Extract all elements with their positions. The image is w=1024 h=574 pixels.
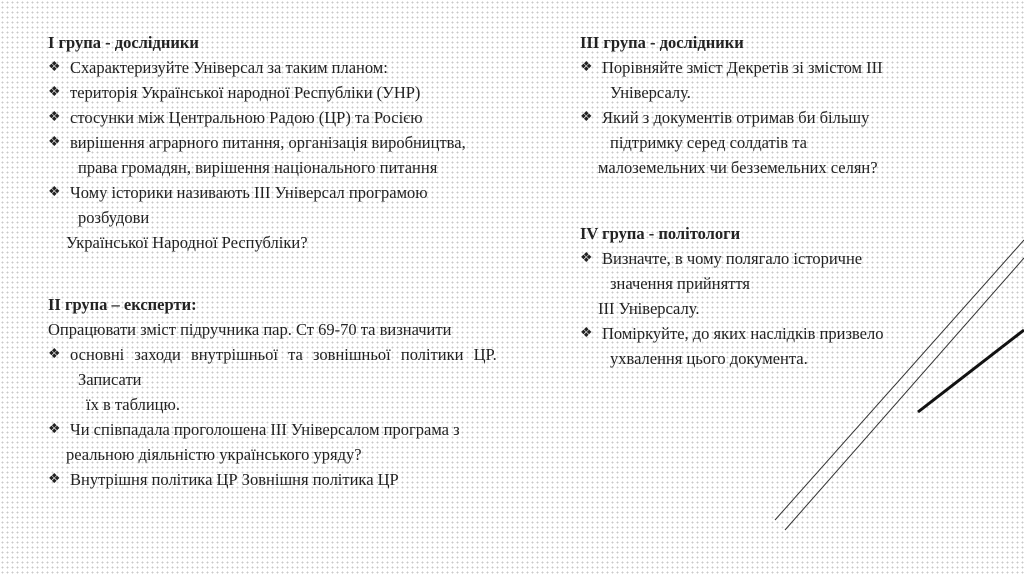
diamond-bullet-icon: ❖ <box>48 347 61 362</box>
group2-bullet-1 <box>48 342 568 367</box>
diamond-bullet-icon: ❖ <box>48 135 61 150</box>
diamond-bullet-icon: ❖ <box>580 251 593 266</box>
group2-bullet-3-text: Внутрішня політика ЦР Зовнішня політика ЦР <box>70 470 399 489</box>
group4-bullet-1-text: Визначте, в чому полягало історичне <box>602 249 863 268</box>
group2-bullet-2 <box>48 417 568 442</box>
group1-bullet-5-cont-2: Української Народної Республіки? <box>66 233 308 252</box>
group4-bullet-2-cont: ухвалення цього документа. <box>610 349 808 368</box>
diamond-bullet-icon: ❖ <box>580 60 593 75</box>
group3-bullet-2 <box>580 105 950 130</box>
group4-bullet-1-cont-2: ІІІ Універсалу. <box>598 299 700 318</box>
group4-bullet-1 <box>580 246 950 271</box>
group4-bullet-1-cont: значення прийняття <box>610 274 750 293</box>
group3-bullet-2-cont: підтримку серед солдатів та <box>610 133 807 152</box>
group1-bullet-2 <box>48 80 568 105</box>
group1-bullet-5-text: Чому історики називають ІІІ Універсал програмою <box>70 183 428 202</box>
group1-bullet-4-text: вирішення аграрного питання, організація виробництва, <box>70 133 466 152</box>
diamond-bullet-icon: ❖ <box>48 185 61 200</box>
group1-bullet-2-text: територія Української народної Республіки (УНР) <box>70 83 421 102</box>
group2-bullet-1-cont: Записати <box>78 370 142 389</box>
diamond-bullet-icon: ❖ <box>580 326 593 341</box>
group4-bullet-2 <box>580 321 950 346</box>
group1-bullet-5 <box>48 180 568 205</box>
group1-bullet-3 <box>48 105 568 130</box>
group2-bullet-3 <box>48 467 568 492</box>
group1-bullet-5-cont: розбудови <box>78 208 150 227</box>
group3-bullet-2-cont-2: малоземельних чи безземельних селян? <box>598 158 878 177</box>
group4-bullet-2-text: Поміркуйте, до яких наслідків призвело <box>602 324 884 343</box>
group3-bullet-1 <box>580 55 950 80</box>
group2-bullet-2-cont: реальною діяльністю українського уряду? <box>66 445 362 464</box>
diamond-bullet-icon: ❖ <box>48 60 61 75</box>
group2-title: ІІ група – експерти: <box>48 295 197 314</box>
group3-bullet-1-cont: Універсалу. <box>610 83 691 102</box>
group1-bullet-4 <box>48 130 568 155</box>
diamond-bullet-icon: ❖ <box>580 110 593 125</box>
left-column <box>48 30 568 492</box>
diamond-bullet-icon: ❖ <box>48 110 61 125</box>
group3-bullet-2-text: Який з документів отримав би більшу <box>602 108 870 127</box>
group3-title: ІІІ група - дослідники <box>580 33 744 52</box>
group3-bullet-1-text: Порівняйте зміст Декретів зі змістом ІІІ <box>602 58 883 77</box>
group2-bullet-1-text: основні заходи внутрішньої та зовнішньої політики ЦР. <box>70 345 497 364</box>
group2-bullet-1-cont-2: їх в таблицю. <box>86 395 180 414</box>
group1-title: І група - дослідники <box>48 33 199 52</box>
group4-title: IV група - політологи <box>580 224 741 243</box>
group2-bullet-2-text: Чи співпадала проголошена ІІІ Універсалом програма з <box>70 420 460 439</box>
group1-bullet-3-text: стосунки між Центральною Радою (ЦР) та Росією <box>70 108 423 127</box>
diamond-bullet-icon: ❖ <box>48 472 61 487</box>
diamond-bullet-icon: ❖ <box>48 422 61 437</box>
group2-intro: Опрацювати зміст підручника пар. Ст 69-70 та визначити <box>48 320 452 339</box>
diamond-bullet-icon: ❖ <box>48 85 61 100</box>
group1-bullet-1 <box>48 55 568 80</box>
group1-bullet-4-cont: права громадян, вирішення національного питання <box>78 158 438 177</box>
group1-bullet-1-text: Схарактеризуйте Універсал за таким планом: <box>70 58 388 77</box>
right-column <box>580 30 950 371</box>
